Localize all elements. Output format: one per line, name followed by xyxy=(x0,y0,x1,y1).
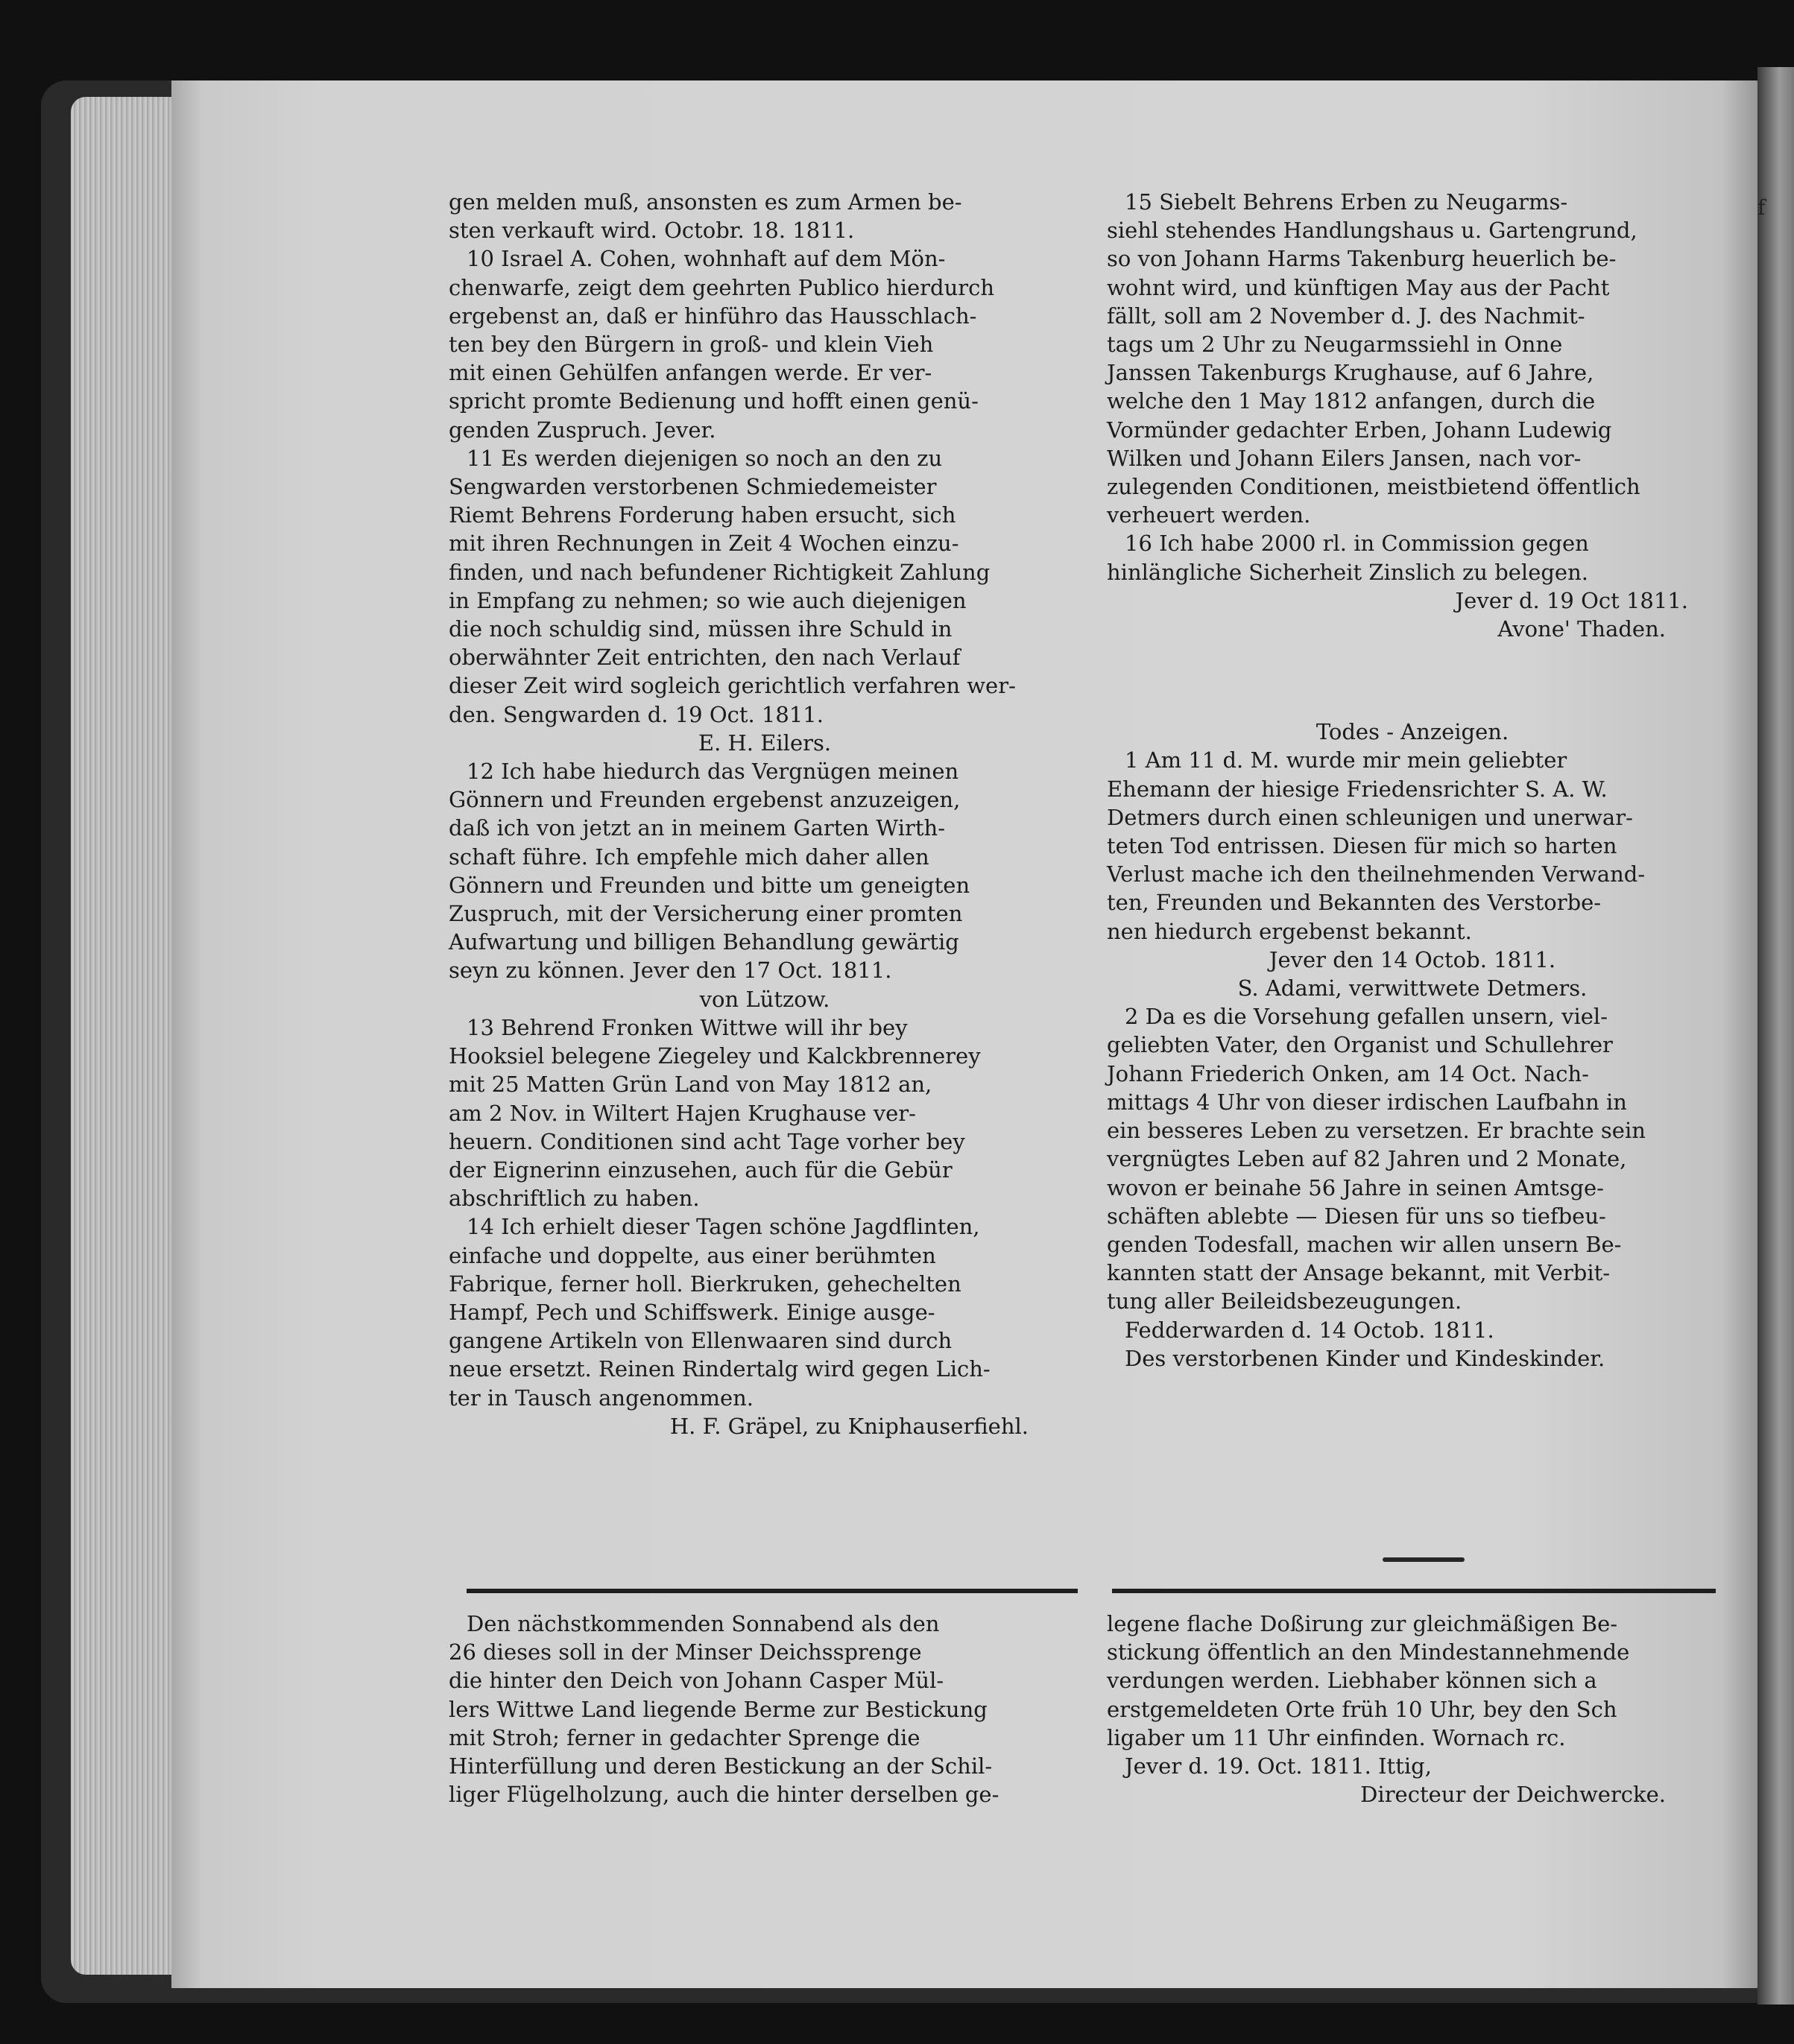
text-line: mit einen Gehülfen anfangen werde. Er ver- xyxy=(449,360,932,386)
text-line: genden Todesfall, machen wir allen unsern Be- xyxy=(1107,1231,1622,1257)
obituary-2-start: 2 Da es die Vorsehung gefallen unsern, viel- xyxy=(1125,1004,1608,1030)
text-line: gen melden muß, ansonsten es zum Armen be- xyxy=(449,189,962,215)
signature: H. F. Gräpel, zu Kniphauserfiehl. xyxy=(669,1413,1029,1439)
text-line: Johann Friederich Onken, am 14 Oct. Nach- xyxy=(1107,1060,1589,1086)
text-line: in Empfang zu nehmen; so wie auch diejenigen xyxy=(449,587,967,613)
text-line: vergnügtes Leben auf 82 Jahren und 2 Monate, xyxy=(1107,1146,1627,1172)
signature: von Lützow. xyxy=(699,986,830,1012)
signature: Avone' Thaden. xyxy=(1497,616,1666,642)
section-divider xyxy=(1383,1557,1465,1562)
text-line: Gönnern und Freunden und bitte um geneigten xyxy=(449,872,970,898)
section-heading: Todes - Anzeigen. xyxy=(1316,719,1509,745)
text-line: die hinter den Deich von Johann Casper Mül- xyxy=(449,1668,944,1694)
text-line: finden, und nach befundener Richtigkeit Zahlung xyxy=(449,559,991,585)
margin-mark: f xyxy=(1757,195,1766,220)
bottom-left-column xyxy=(449,1610,1081,1809)
text-line: liger Flügelholzung, auch die hinter derselben ge- xyxy=(449,1782,999,1808)
text-line: spricht promte Bedienung und hofft einen genü- xyxy=(449,388,979,414)
text-line: Wilken und Johann Eilers Jansen, nach vor- xyxy=(1107,445,1582,471)
text-line: neue ersetzt. Reinen Rindertalg wird gegen Lich- xyxy=(449,1356,991,1382)
dateline: Jever d. 19 Oct 1811. xyxy=(1455,587,1688,613)
text-line: genden Zuspruch. Jever. xyxy=(449,417,716,443)
text-line: Zuspruch, mit der Versicherung einer promten xyxy=(449,901,963,927)
text-line: Hooksiel belegene Ziegeley und Kalckbrennerey xyxy=(449,1043,981,1069)
notice-13-start: 13 Behrend Fronken Wittwe will ihr bey xyxy=(467,1014,908,1040)
text-line: heuern. Conditionen sind acht Tage vorher bey xyxy=(449,1128,965,1154)
text-line: Sengwarden verstorbenen Schmiedemeister xyxy=(449,474,937,500)
signature: Directeur der Deichwercke. xyxy=(1360,1782,1666,1808)
text-line: Hampf, Pech und Schiffswerk. Einige ausge- xyxy=(449,1299,935,1325)
signature: Des verstorbenen Kinder und Kindeskinder. xyxy=(1125,1345,1605,1371)
section-gap xyxy=(1107,643,1718,718)
signature: S. Adami, verwittwete Detmers. xyxy=(1237,975,1588,1002)
text-line: Riemt Behrens Forderung haben ersucht, sich xyxy=(449,502,956,528)
text-line: mittags 4 Uhr von dieser irdischen Laufbahn in xyxy=(1107,1089,1627,1115)
text-line: 26 dieses soll in der Minser Deichssprenge xyxy=(449,1639,922,1665)
dateline: Fedderwarden d. 14 Octob. 1811. xyxy=(1125,1317,1494,1343)
notice-12-start: 12 Ich habe hiedurch das Vergnügen meinen xyxy=(467,759,959,785)
text-line: sten verkauft wird. Octobr. 18. 1811. xyxy=(449,218,855,244)
signature: E. H. Eilers. xyxy=(698,730,832,756)
text-line: ten bey den Bürgern in groß- und klein Vieh xyxy=(449,332,934,358)
text-line: hinlängliche Sicherheit Zinslich zu belegen. xyxy=(1107,559,1588,585)
text-line: siehl stehendes Handlungshaus u. Gartengrund, xyxy=(1107,218,1637,244)
text-line: Detmers durch einen schleunigen und unerwar- xyxy=(1107,804,1633,830)
text-line: mit 25 Matten Grün Land von May 1812 an, xyxy=(449,1072,932,1098)
text-line: welche den 1 May 1812 anfangen, durch die xyxy=(1107,388,1596,414)
rule-left xyxy=(467,1589,1078,1593)
text-line: verheuert werden. xyxy=(1107,502,1311,528)
text-line: nen hiedurch ergebenst bekannt. xyxy=(1107,918,1472,944)
text-line: Ehemann der hiesige Friedensrichter S. A. W. xyxy=(1107,776,1608,802)
text-line: am 2 Nov. in Wiltert Hajen Krughause ver- xyxy=(449,1100,916,1126)
text-line: verdungen werden. Liebhaber können sich a xyxy=(1107,1668,1597,1694)
text-line: ligaber um 11 Uhr einfinden. Wornach rc. xyxy=(1107,1724,1566,1750)
text-line: daß ich von jetzt an in meinem Garten Wirth- xyxy=(449,815,945,841)
dateline: Jever den 14 Octob. 1811. xyxy=(1269,946,1556,972)
text-line: den. Sengwarden d. 19 Oct. 1811. xyxy=(449,701,824,727)
notice-16-start: 16 Ich habe 2000 rl. in Commission gegen xyxy=(1125,531,1589,557)
text-line: kannten statt der Ansage bekannt, mit Verbit- xyxy=(1107,1260,1611,1286)
notice-14-start: 14 Ich erhielt dieser Tagen schöne Jagdflinten, xyxy=(467,1214,980,1240)
text-line: zulegenden Conditionen, meistbietend öffentlich xyxy=(1107,474,1640,500)
left-column xyxy=(449,188,1081,1440)
book-gutter xyxy=(1757,67,1794,2005)
text-line: teten Tod entrissen. Diesen für mich so harten xyxy=(1107,833,1617,859)
notice-10-start: 10 Israel A. Cohen, wohnhaft auf dem Mön- xyxy=(467,246,946,272)
text-line: wovon er beinahe 56 Jahre in seinen Amtsge- xyxy=(1107,1174,1604,1200)
text-line: chenwarfe, zeigt dem geehrten Publico hierdurch xyxy=(449,274,995,300)
text-line: fällt, soll am 2 November d. J. des Nachmit- xyxy=(1107,303,1585,329)
notice-deich-start: Den nächstkommenden Sonnabend als den xyxy=(467,1611,940,1636)
text-line: ein besseres Leben zu versetzen. Er brachte sein xyxy=(1107,1118,1646,1144)
text-line: der Eignerinn einzusehen, auch für die Gebür xyxy=(449,1157,953,1183)
notice-11-start: 11 Es werden diejenigen so noch an den zu xyxy=(467,445,943,471)
text-line: mit Stroh; ferner in gedachter Sprenge die xyxy=(449,1724,920,1750)
text-line: ergebenst an, daß er hinführo das Hausschlach- xyxy=(449,303,977,329)
right-column xyxy=(1107,188,1718,1373)
text-line: Verlust mache ich den theilnehmenden Verwand- xyxy=(1107,861,1646,887)
text-line: schäften ablebte — Diesen für uns so tiefbeu- xyxy=(1107,1203,1606,1229)
rule-right xyxy=(1112,1589,1716,1593)
text-line: Vormünder gedachter Erben, Johann Ludewig xyxy=(1107,417,1612,443)
text-line: so von Johann Harms Takenburg heuerlich be- xyxy=(1107,246,1617,272)
text-line: oberwähnter Zeit entrichten, den nach Verlauf xyxy=(449,645,961,671)
text-line: abschriftlich zu haben. xyxy=(449,1186,700,1212)
notice-15-start: 15 Siebelt Behrens Erben zu Neugarms- xyxy=(1125,189,1568,215)
text-line: die noch schuldig sind, müssen ihre Schuld in xyxy=(449,616,953,642)
text-line: stickung öffentlich an den Mindestannehmende xyxy=(1107,1639,1630,1665)
text-line: seyn zu können. Jever den 17 Oct. 1811. xyxy=(449,958,892,984)
text-line: legene flache Doßirung zur gleichmäßigen Be- xyxy=(1107,1611,1618,1636)
text-line: einfache und doppelte, aus einer berühmten xyxy=(449,1242,936,1268)
text-line: gangene Artikeln von Ellenwaaren sind durch xyxy=(449,1328,953,1354)
text-line: erstgemeldeten Orte früh 10 Uhr, bey den Sch xyxy=(1107,1696,1617,1722)
text-line: ten, Freunden und Bekannten des Verstorbe- xyxy=(1107,890,1602,916)
text-line: Fabrique, ferner holl. Bierkruken, gehechelten xyxy=(449,1271,961,1297)
page-edges xyxy=(71,97,183,1975)
text-line: geliebten Vater, den Organist und Schullehrer xyxy=(1107,1032,1613,1058)
text-line: Aufwartung und billigen Behandlung gewärtig xyxy=(449,929,959,955)
text-line: ter in Tausch angenommen. xyxy=(449,1385,754,1411)
obituary-1-start: 1 Am 11 d. M. wurde mir mein geliebter xyxy=(1125,747,1567,773)
text-line: Gönnern und Freunden ergebenst anzuzeigen, xyxy=(449,787,961,813)
text-line: tags um 2 Uhr zu Neugarmssiehl in Onne xyxy=(1107,332,1563,358)
text-line: Janssen Takenburgs Krughause, auf 6 Jahre, xyxy=(1107,360,1594,386)
text-line: lers Wittwe Land liegende Berme zur Bestickung xyxy=(449,1696,988,1722)
text-line: mit ihren Rechnungen in Zeit 4 Wochen einzu- xyxy=(449,531,959,557)
text-line: tung aller Beileidsbezeugungen. xyxy=(1107,1288,1462,1314)
dateline: Jever d. 19. Oct. 1811. Ittig, xyxy=(1125,1753,1432,1779)
bottom-right-column xyxy=(1107,1610,1718,1809)
text-line: dieser Zeit wird sogleich gerichtlich verfahren wer- xyxy=(449,673,1016,699)
text-line: schaft führe. Ich empfehle mich daher allen xyxy=(449,844,929,870)
text-line: Hinterfüllung und deren Bestickung an der Schil- xyxy=(449,1753,993,1779)
text-line: wohnt wird, und künftigen May aus der Pacht xyxy=(1107,274,1610,300)
